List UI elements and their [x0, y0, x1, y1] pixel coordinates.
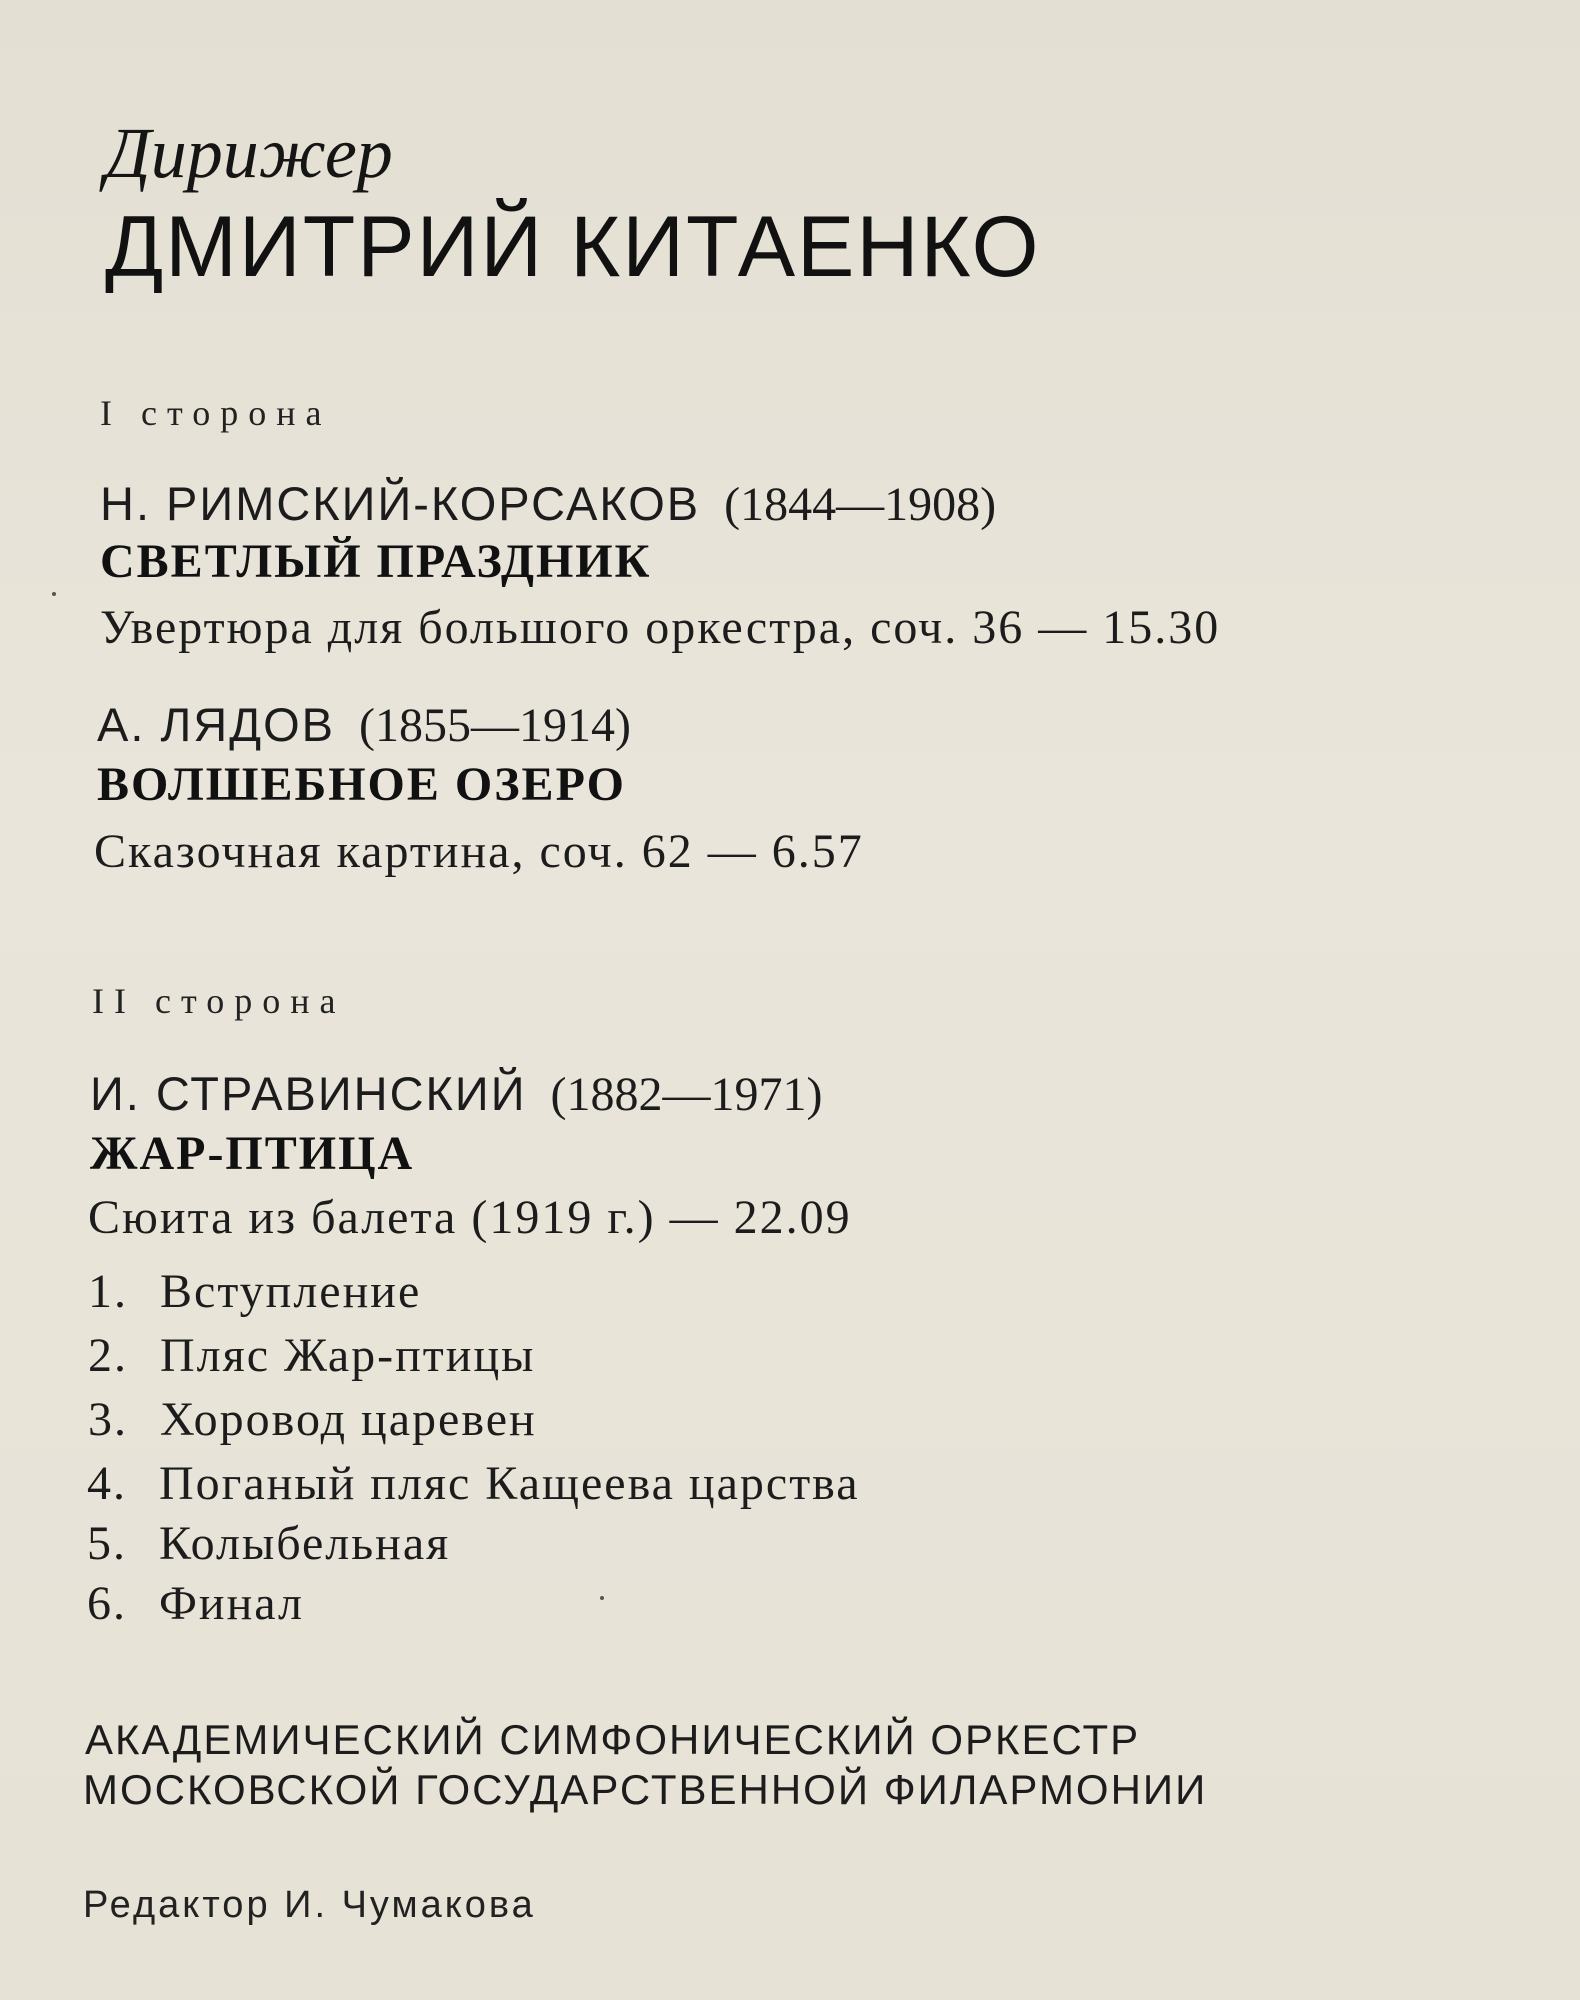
conductor-name: ДМИТРИЙ КИТАЕНКО [105, 199, 1041, 295]
orchestra-line-1: АКАДЕМИЧЕСКИЙ СИМФОНИЧЕСКИЙ ОРКЕСТР [85, 1716, 1141, 1763]
composer-years: (1855—1914) [359, 699, 631, 752]
movement-title: Колыбельная [159, 1517, 451, 1570]
orchestra-line-2: МОСКОВСКОЙ ГОСУДАРСТВЕННОЙ ФИЛАРМОНИИ [83, 1766, 1208, 1813]
paper-speck [52, 592, 56, 596]
work-title: ЖАР-ПТИЦА [90, 1127, 415, 1180]
movement-title: Финал [159, 1577, 304, 1630]
composer-line [97, 697, 631, 753]
composer-line [90, 1066, 822, 1122]
composer-line [100, 476, 996, 532]
work-description: Сказочная картина, соч. 62 — 6.57 [94, 825, 864, 878]
work-title: ВОЛШЕБНОЕ ОЗЕРО [97, 758, 626, 811]
composer-years: (1882—1971) [550, 1068, 823, 1121]
movement-number: 2. [88, 1329, 128, 1382]
movement-title: Вступление [160, 1265, 422, 1318]
movement-item [88, 1328, 535, 1383]
movement-item [87, 1456, 860, 1511]
movement-title: Хоровод царевен [160, 1393, 537, 1446]
work-description: Сюита из балета (1919 г.) — 22.09 [88, 1191, 852, 1244]
work-title: СВЕТЛЫЙ ПРАЗДНИК [100, 535, 652, 588]
paper-speck [600, 1596, 604, 1600]
movement-title: Пляс Жар-птицы [160, 1329, 536, 1382]
composer-name: А. ЛЯДОВ [97, 698, 335, 751]
conductor-label: Дирижер [105, 113, 393, 193]
movement-item [88, 1264, 421, 1319]
movement-number: 5. [87, 1517, 127, 1570]
composer-years: (1844—1908) [724, 478, 997, 531]
movement-number: 3. [88, 1393, 128, 1446]
side-1-heading: I сторона [100, 393, 332, 433]
movement-number: 4. [87, 1457, 127, 1510]
movement-item [87, 1516, 450, 1571]
movement-number: 6. [87, 1577, 127, 1630]
side-2-heading: II сторона [92, 981, 346, 1021]
composer-name: Н. РИМСКИЙ-КОРСАКОВ [100, 477, 701, 530]
movement-item [87, 1576, 304, 1631]
movement-item [88, 1392, 537, 1447]
movement-number: 1. [88, 1265, 128, 1318]
editor-credit: Редактор И. Чумакова [83, 1884, 536, 1926]
movement-title: Поганый пляс Кащеева царства [159, 1457, 860, 1510]
work-description: Увертюра для большого оркестра, соч. 36 — 15.30 [100, 601, 1221, 654]
composer-name: И. СТРАВИНСКИЙ [90, 1067, 527, 1120]
